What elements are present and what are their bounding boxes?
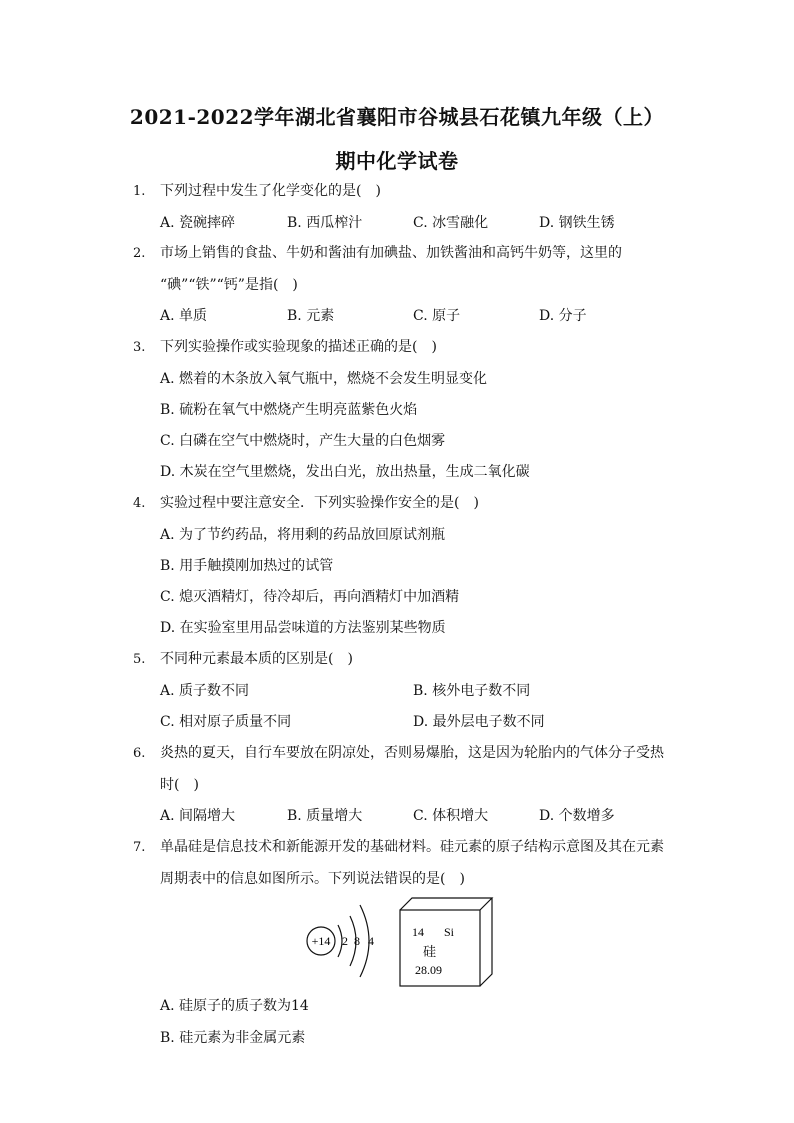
question-text: 单晶硅是信息技术和新能源开发的基础材料。硅元素的原子结构示意图及其在元素	[160, 839, 664, 855]
exam-title-line1: 2021-2022学年湖北省襄阳市谷城县石花镇九年级（上）	[129, 105, 665, 129]
option-b: B. 硅元素为非金属元素	[160, 1030, 306, 1046]
question-text: “碘”“铁”“钙”是指( )	[160, 277, 298, 293]
question-text: 下列实验操作或实验现象的描述正确的是( )	[160, 339, 437, 355]
option-b: B. 核外电子数不同	[413, 683, 531, 699]
option-a: A. 为了节约药品，将用剩的药品放回原试剂瓶	[160, 527, 446, 543]
option-a: A. 间隔增大	[160, 808, 236, 824]
question-number: 5.	[133, 652, 146, 667]
option-b: B. 元素	[287, 308, 335, 324]
option-a: A. 单质	[160, 308, 208, 324]
option-c: C. 熄灭酒精灯，待冷却后，再向酒精灯中加酒精	[160, 589, 460, 605]
option-b: B. 西瓜榨汁	[287, 215, 363, 231]
question-text: 周期表中的信息如图所示。下列说法错误的是( )	[160, 871, 465, 887]
question-number: 1.	[133, 184, 146, 199]
question-text: 炎热的夏天，自行车要放在阴凉处，否则易爆胎，这是因为轮胎内的气体分子受热	[160, 745, 664, 761]
element-cell-top	[400, 898, 492, 910]
question-text: 市场上销售的食盐、牛奶和酱油有加碘盐、加铁酱油和高钙牛奶等，这里的	[160, 245, 622, 261]
option-d: D. 钢铁生锈	[539, 215, 615, 231]
question-number: 6.	[133, 746, 146, 761]
question-text: 实验过程中要注意安全．下列实验操作安全的是( )	[160, 495, 479, 511]
silicon-figure-svg	[300, 892, 500, 988]
question-text: 不同种元素最本质的区别是( )	[160, 651, 353, 667]
silicon-figure	[300, 892, 500, 988]
option-d: D. 个数增多	[539, 808, 615, 824]
exam-title-line2: 期中化学试卷	[335, 149, 459, 173]
option-a: A. 硅原子的质子数为14	[160, 998, 309, 1014]
option-a: A. 瓷碗摔碎	[160, 215, 236, 231]
option-c: C. 原子	[413, 308, 461, 324]
option-c: C. 体积增大	[413, 808, 489, 824]
element-cell-side	[480, 898, 492, 986]
question-number: 7.	[133, 840, 146, 855]
option-a: A. 质子数不同	[160, 683, 250, 699]
element-name: 硅	[423, 945, 437, 960]
option-b: B. 质量增大	[287, 808, 363, 824]
shell-electrons-2: 8	[354, 934, 360, 948]
option-d: D. 分子	[539, 308, 587, 324]
option-b: B. 用手触摸刚加热过的试管	[160, 558, 334, 574]
question-number: 4.	[133, 496, 146, 511]
element-symbol: Si	[444, 925, 455, 939]
option-b: B. 硫粉在氧气中燃烧产生明亮蓝紫色火焰	[160, 402, 418, 418]
option-c: C. 冰雪融化	[413, 215, 489, 231]
question-text: 时( )	[160, 777, 199, 793]
atomic-number: 14	[412, 925, 424, 939]
question-text: 下列过程中发生了化学变化的是( )	[160, 183, 381, 199]
option-d: D. 最外层电子数不同	[413, 714, 545, 730]
question-number: 3.	[133, 340, 146, 355]
option-a: A. 燃着的木条放入氧气瓶中，燃烧不会发生明显变化	[160, 371, 488, 387]
shell-electrons-3: 4	[368, 934, 374, 948]
option-d: D. 在实验室里用品尝味道的方法鉴别某些物质	[160, 620, 446, 636]
option-d: D. 木炭在空气里燃烧，发出白光，放出热量，生成二氧化碳	[160, 464, 530, 480]
shell-electrons-1: 2	[342, 934, 348, 948]
nucleus-charge: +14	[311, 934, 331, 948]
option-c: C. 白磷在空气中燃烧时，产生大量的白色烟雾	[160, 433, 446, 449]
atomic-mass: 28.09	[415, 963, 442, 977]
question-number: 2.	[133, 246, 146, 261]
option-c: C. 相对原子质量不同	[160, 714, 292, 730]
